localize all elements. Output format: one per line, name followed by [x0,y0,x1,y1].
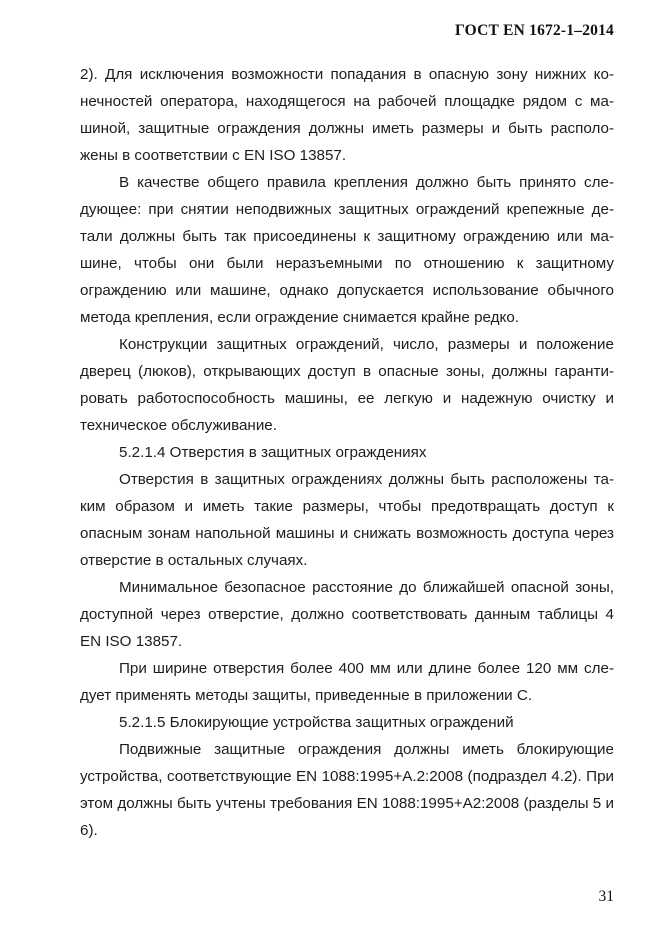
page-number: 31 [598,888,614,905]
paragraph-fastening-rule: В качестве общего правила крепления должно быть принято следующее: при снятии неподвижных защитных ограждений крепежные детали должны быть так присоединены к защитному ограждению или машине, чтобы они были неразъемными по отношению к защитному ограждению или машине, однако допускается использование обычного метода крепления, если ограждение снимается крайне редко. [80,174,614,326]
body-text [80,61,614,844]
paragraph-guard-construction: Конструкции защитных ограждений, число, размеры и положение дверец (люков), открывающих доступ в опасные зоны, должны гарантировать работоспособность машины, ее легкую и надежную очистку и техническое обслуживание. [80,336,614,434]
paragraph-continuation: 2). Для исключения возможности попадания в опасную зону нижних конечностей оператора, находящегося на рабочей площадке рядом с машиной, защитные ограждения должны иметь размеры и быть расположены в соответствии с EN ISO 13857. [80,66,614,164]
section-heading-5-2-1-4: 5.2.1.4 Отверстия в защитных ограждениях [119,444,427,461]
standard-code-header: ГОСТ EN 1672-1–2014 [455,22,614,39]
paragraph-opening-size: При ширине отверстия более 400 мм или длине более 120 мм следует применять методы защиты, приведенные в приложении С. [80,660,614,704]
paragraph-safety-distance: Минимальное безопасное расстояние до ближайшей опасной зоны, доступной через отверстие, должно соответствовать данным таблицы 4 EN ISO 13857. [80,579,614,650]
paragraph-interlocking-devices: Подвижные защитные ограждения должны иметь блокирующие устройства, соответствующие EN 1088:1995+A.2:2008 (подраздел 4.2). При этом должны быть учтены требования EN 1088:1995+A2:2008 (разделы 5 и 6). [80,741,614,839]
section-heading-5-2-1-5: 5.2.1.5 Блокирующие устройства защитных ограждений [119,714,514,731]
paragraph-openings: Отверстия в защитных ограждениях должны быть расположены таким образом и иметь такие размеры, чтобы предотвращать доступ к опасным зонам напольной машины и снижать возможность доступа через отверстие в остальных случаях. [80,471,614,569]
